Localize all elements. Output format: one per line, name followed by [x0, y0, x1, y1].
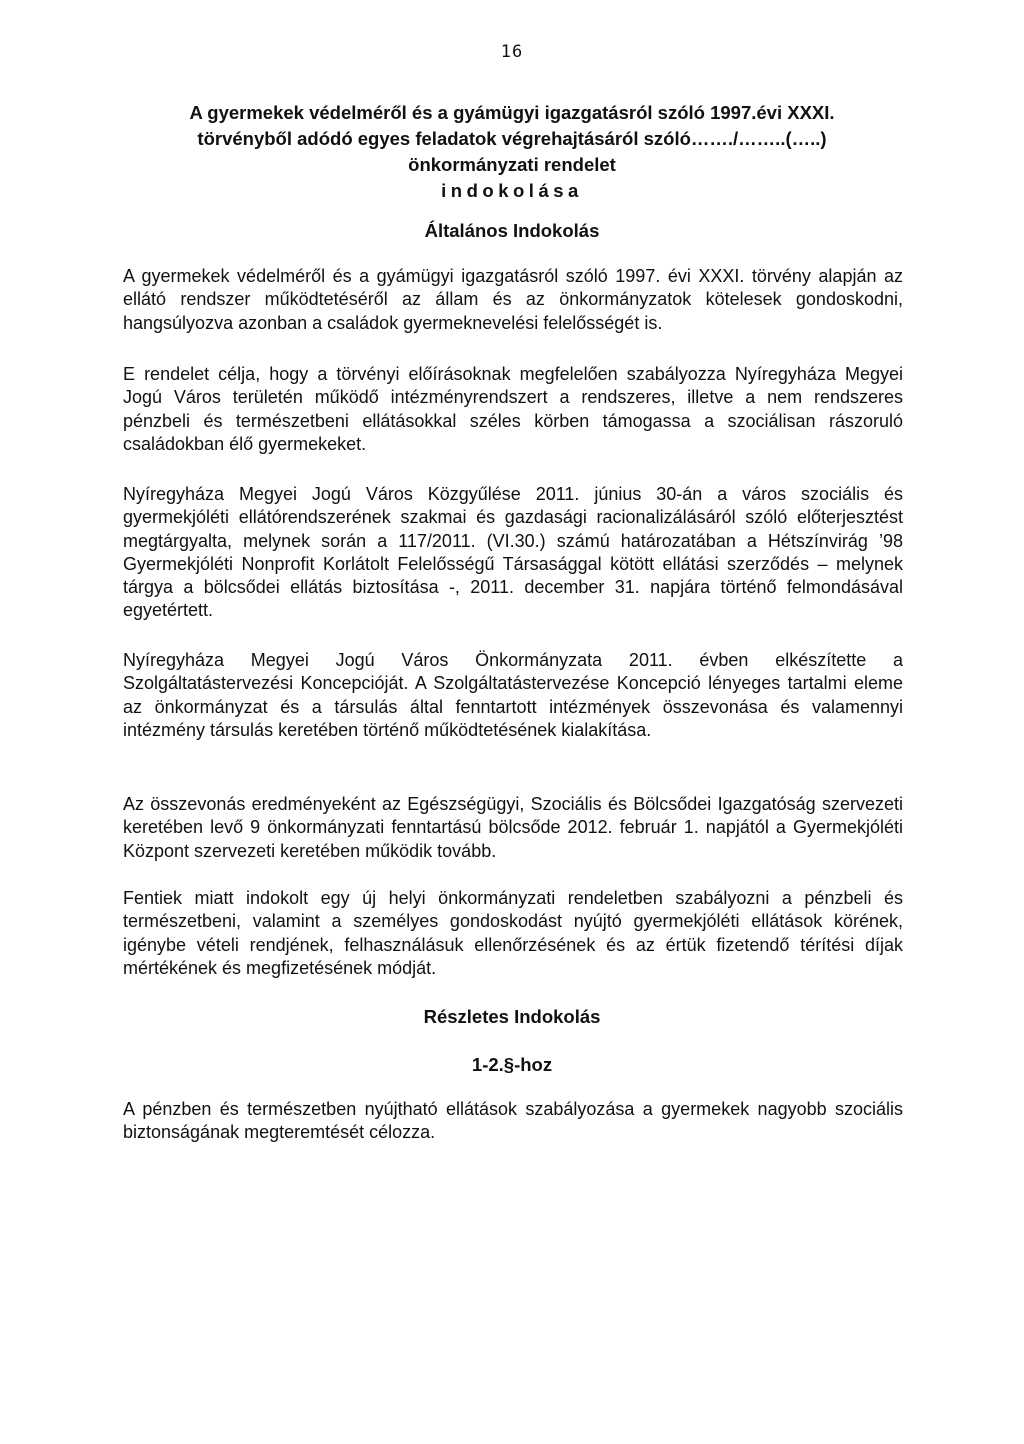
- detailed-reasoning-heading: Részletes Indokolás: [423, 1006, 601, 1027]
- section-subheading: 1-2.§-hoz: [471, 1054, 553, 1075]
- detailed-paragraph: A pénzben és természetben nyújtható ellátások szabályozása a gyermekek nagyobb szociális biztonságának megteremtését célozza.: [123, 1099, 903, 1143]
- general-reasoning-heading: Általános Indokolás: [424, 220, 600, 241]
- document-title: [100, 100, 924, 204]
- general-paragraph-5: Az összevonás eredményeként az Egészségügyi, Szociális és Bölcsődei Igazgatóság szervezeti keretében levő 9 önkormányzati fenntartású bölcsőde 2012. február 1. napjától a Gyermekjóléti Központ szervezeti keretében működik tovább.: [123, 794, 903, 861]
- general-paragraph-4: Nyíregyháza Megyei Jogú Város Önkormányzata 2011. évben elkészítette a Szolgáltatástervezési Koncepcióját. A Szolgáltatástervezése Koncepció lényeges tartalmi eleme az önkormányzat és a társulás által fenntartott intézmények összevonása és valamennyi intézmény társulás keretében történő működtetésének kialakítása.: [123, 650, 903, 740]
- general-paragraph-1: A gyermekek védelméről és a gyámügyi igazgatásról szóló 1997. évi XXXI. törvény alapján az ellátó rendszer működtetéséről az állam és az önkormányzatok kötelesek gondoskodni, hangsúlyozva azonban a családok gyermeknevelési felelősségét is.: [123, 266, 903, 333]
- page-number: 16: [500, 42, 524, 62]
- general-paragraph-6: Fentiek miatt indokolt egy új helyi önkormányzati rendeletben szabályozni a pénzbeli és természetbeni, valamint a személyes gondoskodást nyújtó gyermekjóléti ellátások körének, igénybe vételi rendjének, felhasználásuk ellenőrzésének és az értük fizetendő térítési díjak mértékének és megfizetésének módját.: [123, 888, 903, 978]
- title-line-4: indokolása: [441, 180, 583, 201]
- title-line-1: A gyermekek védelméről és a gyámügyi igazgatásról szóló 1997.évi XXXI.: [189, 102, 835, 123]
- general-paragraph-2: E rendelet célja, hogy a törvényi előírásoknak megfelelően szabályozza Nyíregyháza Megyei Jogú Város területén működő intézményrendszert a rendszeres, illetve a nem rendszeres pénzbeli és természetbeni ellátásokkal széles körben támogassa a szociálisan rászoruló családokban élő gyermekeket.: [123, 364, 903, 454]
- general-paragraph-3: Nyíregyháza Megyei Jogú Város Közgyűlése 2011. június 30-án a város szociális és gyermekjóléti ellátórendszerének szakmai és gazdasági racionalizálásáról szóló előterjesztést megtárgyalta, melynek során a 117/2011. (VI.30.) számú határozatában a Hétszínvirág ’98 Gyermekjóléti Nonprofit Korlátolt Felelősségű Társasággal kötött ellátási szerződés – melynek tárgya a bölcsődei ellátás biztosítása -, 2011. december 31. napjára történő felmondásával egyetértett.: [123, 484, 903, 621]
- title-line-3: önkormányzati rendelet: [408, 154, 616, 175]
- title-line-2: törvényből adódó egyes feladatok végrehajtásáról szóló……./……..(…..): [197, 128, 827, 149]
